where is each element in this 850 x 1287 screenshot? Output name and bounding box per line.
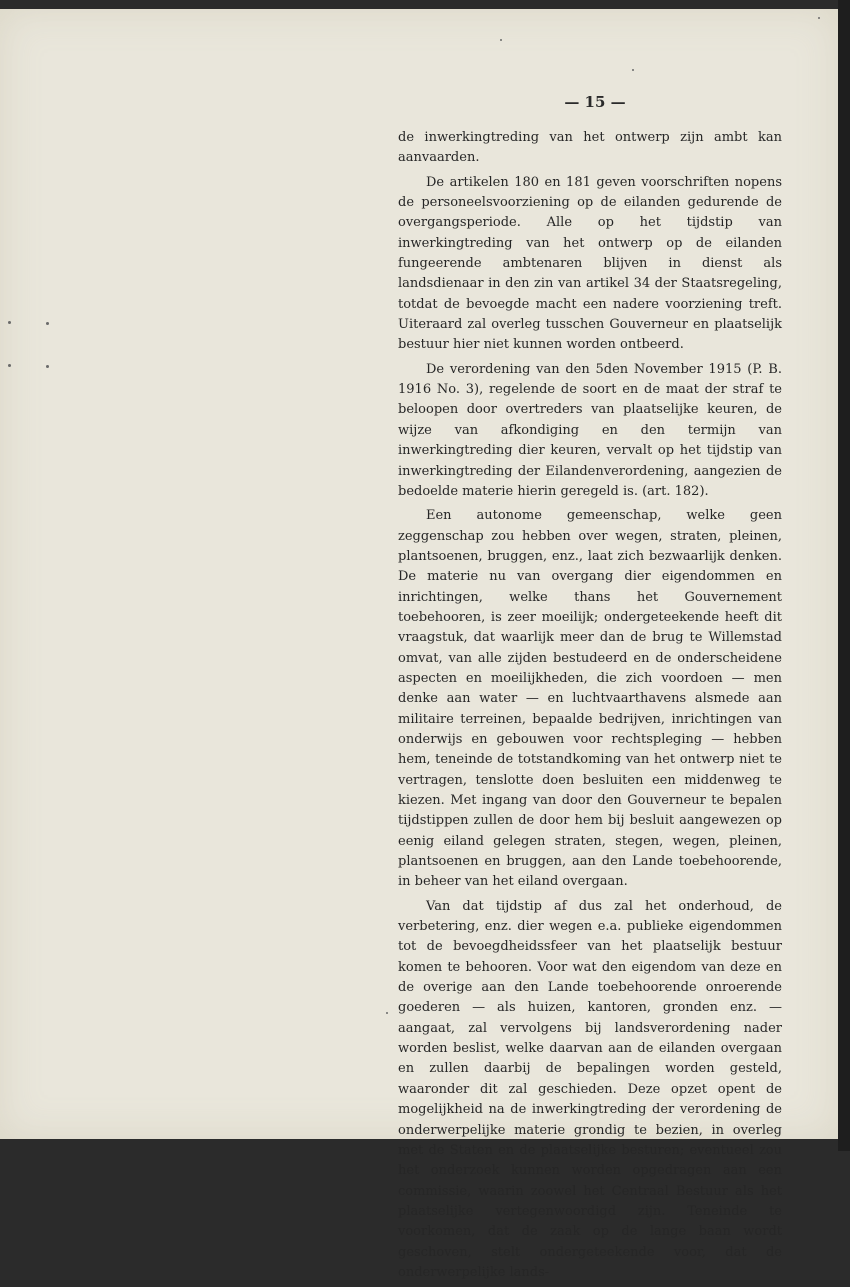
scan-speck bbox=[632, 69, 634, 71]
page-number: — 15 — bbox=[564, 93, 626, 111]
paragraph: de inwerkingtreding van het ontwerp zijn ambt kan aanvaarden. bbox=[398, 130, 782, 166]
scan-speck bbox=[8, 321, 11, 324]
paragraph: Een autonome gemeenschap, welke geen zeggenschap zou hebben over wegen, straten, pleinen, plantsoenen, bruggen, enz., laat zich bezwaarlijk denken. De materie nu van overgang dier eigendommen en inrichtingen, welke thans het Gouvernement toebehooren, is zeer moeilijk; ondergeteekende heeft dit vraagstuk, dat waarlijk meer dan de brug te Willemstad omvat, van alle zijden bestudeerd en de onderscheidene aspecten en moeilijkheden, die zich voordoen — men denke aan water — en luchtvaarthavens alsmede aan militaire terreinen, bepaalde bedrijven, inrichtingen van onderwijs en gebouwen voor rechtspleging — hebben hem, teneinde de totstandkoming van het ontwerp niet te vertragen, tenslotte doen besluiten een middenweg te kiezen. Met ingang van door den Gouverneur te bepalen tijdstippen zullen de door hem bij besluit aangewezen op eenig eiland gelegen straten, stegen, wegen, pleinen, plantsoenen en bruggen, aan den Lande toebehoorende, in beheer van het eiland overgaan. bbox=[398, 508, 782, 890]
scan-speck bbox=[46, 322, 49, 325]
scan-speck bbox=[386, 1012, 388, 1014]
body-text bbox=[398, 128, 782, 1287]
scan-speck bbox=[818, 17, 820, 19]
scan-speck bbox=[500, 39, 502, 41]
paragraph: De verordening van den 5den November 1915 (P. B. 1916 No. 3), regelende de soort en de maat der straf te beloopen door overtreders van plaatselijke keuren, de wijze van afkondiging en den termijn van inwerkingtreding dier keuren, vervalt op het tijdstip van inwerkingtreding der Eilandenverordening, aangezien de bedoelde materie hierin geregeld is. (art. 182). bbox=[398, 361, 782, 499]
scan-speck bbox=[46, 365, 49, 368]
document-page bbox=[0, 9, 838, 1280]
paragraph: Van dat tijdstip af dus zal het onderhoud, de verbetering, enz. dier wegen e.a. publieke eigendommen tot de bevoegdheidssfeer van het plaatselijk bestuur komen te behooren. Voor wat den eigendom van deze en de overige aan den Lande toebehoorende onroerende goederen — als huizen, kantoren, gronden enz. — aangaat, zal vervolgens bij landsverordening nader worden beslist, welke daarvan aan de eilanden overgaan en zullen daarbij de bepalingen worden gesteld, waaronder dit zal geschieden. Deze opzet opent de mogelijkheid na de inwerkingtreding der verordening de onderwerpelijke materie grondig te bezien, in overleg met de Staten en de plaatselijke besturen; eventueel zou het onderzoek kunnen worden opgedragen aan een commissie, waarin zoowel het Centraal Bestuur als het plaatselijke vertegenwoordigd zijn. Teneinde te voorkomen, dat de zaak op de lange baan wordt geschoven, stelt ondergeteekende voor, dat de onderwerpelijke lands- bbox=[398, 898, 782, 1280]
scan-speck bbox=[8, 364, 11, 367]
paragraph: De artikelen 180 en 181 geven voorschriften nopens de personeelsvoorziening op de eilanden gedurende de overgangsperiode. Alle op het tijdstip van inwerkingtreding van het ontwerp op de eilanden fungeerende ambtenaren blijven in dienst als landsdienaar in den zin van artikel 34 der Staatsregeling, totdat de bevoegde macht een nadere voorziening treft. Uiteraard zal overleg tusschen Gouverneur en plaatselijk bestuur hier niet kunnen worden ontbeerd. bbox=[398, 174, 782, 353]
scan-border-right bbox=[838, 0, 850, 1151]
